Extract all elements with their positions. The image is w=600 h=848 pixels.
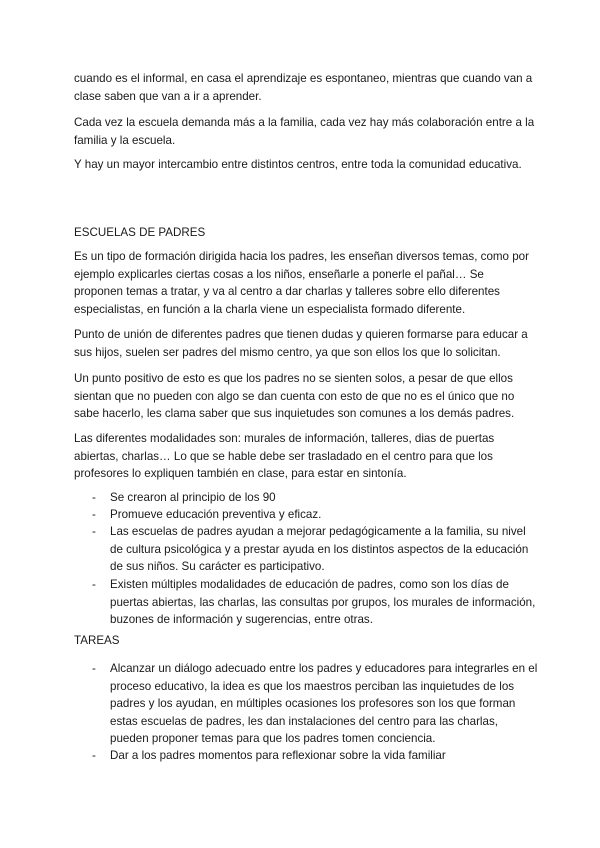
list-bullet: -	[92, 749, 96, 762]
list-item: Promueve educación preventiva y eficaz.	[110, 508, 322, 521]
list-bullet: -	[92, 508, 96, 521]
paragraph-meeting-point: Punto de unión de diferentes padres que tienen dudas y quieren formarse para educar a sus hijos, suelen ser padres del mismo centro, ya que son ellos los que lo solicitan.	[74, 328, 528, 359]
paragraph-school-demand: Cada vez la escuela demanda más a la familia, cada vez hay más colaboración entre a la familia y la escuela.	[74, 116, 535, 147]
list-bullet: -	[92, 525, 96, 538]
paragraph-informal-learning: cuando es el informal, en casa el aprendizaje es espontaneo, mientras que cuando van a clase saben que van a ir a aprender.	[74, 72, 533, 103]
list-bullet: -	[92, 491, 96, 504]
paragraph-exchange-centers: Y hay un mayor intercambio entre distintos centros, entre toda la comunidad educativa.	[74, 158, 522, 171]
heading-escuelas-de-padres: ESCUELAS DE PADRES	[74, 226, 206, 239]
list-item: Dar a los padres momentos para reflexionar sobre la vida familiar	[110, 749, 446, 762]
paragraph-definition: Es un tipo de formación dirigida hacia los padres, les enseñan diversos temas, como por ejemplo explicarles ciertas cosas a los niños, enseñarle a ponerle el pañal… Se proponen temas a tratar, y va al centro a dar charlas y talleres sobre ello diferentes especialistas, en función a la charla viene un especialista formado diferente.	[74, 250, 529, 316]
list-item: Alcanzar un diálogo adecuado entre los padres y educadores para integrarles en el proceso educativo, la idea es que los maestros perciban las inquietudes de los padres y los ayudan, en múltiples ocasiones los profesores son los que forman estas escuelas de padres, les dan instalaciones del centro para las charlas, pueden proponer temas para que los padres tomen conciencia.	[110, 662, 538, 746]
list-bullet: -	[92, 662, 96, 675]
heading-tareas: TAREAS	[74, 634, 120, 647]
list-item: Existen múltiples modalidades de educación de padres, como son los días de puertas abiertas, las charlas, las consultas por grupos, los murales de información, buzones de información y sugerencias, entre otras.	[110, 578, 536, 627]
list-item: Las escuelas de padres ayudan a mejorar pedagógicamente a la familia, su nivel de cultura psicológica y a prestar ayuda en los distintos aspectos de la educación de sus niños. Su carácter es participativo.	[110, 525, 529, 574]
paragraph-modalities: Las diferentes modalidades son: murales de información, talleres, dias de puertas abiertas, charlas… Lo que se hable debe ser trasladado en el centro para que los profesores lo expliquen también en clase, para estar en sintonía.	[74, 432, 495, 481]
list-bullet: -	[92, 578, 96, 591]
list-item: Se crearon al principio de los 90	[110, 491, 276, 504]
paragraph-positive-point: Un punto positivo de esto es que los padres no se sienten solos, a pesar de que ellos sientan que no pueden con algo se dan cuenta con esto de que no es el único que no sabe hacerlo, les clama saber que sus inquietudes son comunes a los demás padres.	[74, 372, 515, 421]
